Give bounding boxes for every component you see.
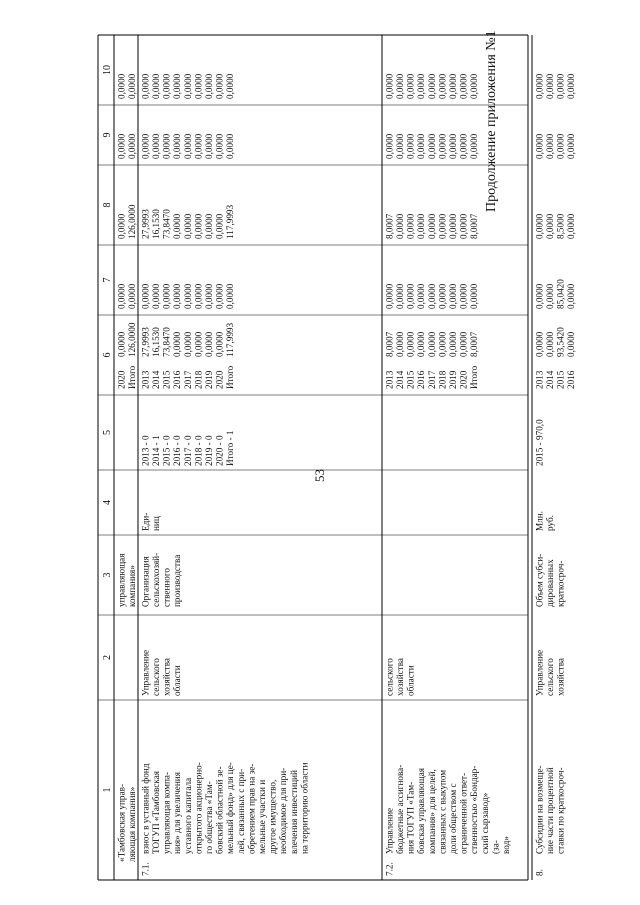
row-base-value: Итого - 1 <box>225 430 236 466</box>
row-indicator-line: краткосроч- <box>555 560 566 607</box>
row-col10-value: 0,0000 <box>405 73 416 99</box>
row-col10-value: 0,0000 <box>161 73 172 99</box>
row-year: 2017 <box>426 370 437 389</box>
row-col7-value: 0,0000 <box>214 283 225 309</box>
row-executor-line: хозяйства <box>395 658 406 696</box>
row-col9-value: 0,0000 <box>214 133 225 159</box>
top-col3-line: управляющая <box>116 553 127 607</box>
row-name-line: взнос в уставный фонд <box>140 763 151 854</box>
row-col10-value: 0,0000 <box>416 73 427 99</box>
row-col10-value: 0,0000 <box>534 73 545 99</box>
row-total-value: 8,0007 <box>384 331 395 357</box>
row-col8-value: 0,0000 <box>426 213 437 239</box>
row-base-value: 2020 - 0 <box>214 435 225 466</box>
row-base-value: 2018 - 0 <box>193 435 204 466</box>
row-col8-value: 0,0000 <box>214 213 225 239</box>
row-base-value: 2019 - 0 <box>204 435 215 466</box>
column-header-6: 6 <box>102 352 113 358</box>
row-total-value: 8,0007 <box>469 331 480 357</box>
row-col8-value: 27,9993 <box>140 209 151 239</box>
row-executor-line: Управление <box>140 649 151 696</box>
row-col9-value: 0,0000 <box>437 133 448 159</box>
row-year: 2014 <box>395 370 406 389</box>
row-total-value: 16,1530 <box>151 327 162 357</box>
row-year: 2014 <box>545 370 556 389</box>
row-col9-value: 0,0000 <box>416 133 427 159</box>
top-col9-value: 0,0000 <box>127 133 138 159</box>
row-col8-value: 0,0000 <box>204 213 215 239</box>
row-base-value: 2017 - 0 <box>182 435 193 466</box>
row-col7-value: 0,0000 <box>204 283 215 309</box>
row-executor-line: Управление <box>534 649 545 696</box>
row-col10-value: 0,0000 <box>193 73 204 99</box>
top-col7-value: 0,0000 <box>127 283 138 309</box>
row-year: 2013 <box>140 370 151 389</box>
row-year: 2018 <box>193 370 204 389</box>
row-year: 2020 <box>458 370 469 389</box>
row-total-value: 117,9993 <box>225 322 236 357</box>
row-col7-value: 0,0000 <box>545 283 556 309</box>
row-col9-value: 0,0000 <box>426 133 437 159</box>
row-base-value: 2015 - 0 <box>161 435 172 466</box>
row-number-7.2.: 7.2. <box>384 862 395 876</box>
row-col8-value: 8,0007 <box>469 213 480 239</box>
row-base-value: 2014 - 1 <box>151 435 162 466</box>
row-col8-value: 0,0000 <box>395 213 406 239</box>
row-col7-value: 0,0000 <box>426 283 437 309</box>
row-total-value: 0,0000 <box>182 331 193 357</box>
row-name-line: ния ТОГУП «Там- <box>405 781 416 854</box>
continuation-title: Продолжение приложения №1 <box>484 30 499 212</box>
top-col6-value: 126,0000 <box>127 322 138 357</box>
row-base-value: 2016 - 0 <box>172 435 183 466</box>
row-col10-value: 0,0000 <box>555 73 566 99</box>
row-base-value: 2013 - 0 <box>140 435 151 466</box>
row-col8-value: 0,0000 <box>172 213 183 239</box>
row-executor-line: области <box>405 665 416 696</box>
row-col9-value: 0,0000 <box>545 133 556 159</box>
row-year: 2017 <box>182 370 193 389</box>
row-col8-value: 0,0000 <box>566 213 577 239</box>
row-col9-value: 0,0000 <box>204 133 215 159</box>
row-col8-value: 0,0000 <box>458 213 469 239</box>
row-name-line: управляющая компа- <box>161 771 172 854</box>
row-name-line: мельный фонд» для це- <box>225 762 236 854</box>
row-year: 2015 <box>555 370 566 389</box>
row-col7-value: 0,0000 <box>458 283 469 309</box>
row-col10-value: 0,0000 <box>151 73 162 99</box>
row-total-value: 0,0000 <box>458 331 469 357</box>
row-name-line: мельные участки и <box>257 779 268 854</box>
row-name-line: ский сырзавод» <box>479 792 490 854</box>
row-col10-value: 0,0000 <box>172 73 183 99</box>
row-name-line: ственностью «Бондар- <box>469 765 480 854</box>
row-col8-value: 0,0000 <box>405 213 416 239</box>
row-name-line: другое имущество, <box>267 779 278 854</box>
row-col7-value: 0,0000 <box>151 283 162 309</box>
column-header-4: 4 <box>102 500 113 505</box>
column-header-8: 8 <box>102 202 113 208</box>
row-total-value: 0,0000 <box>416 331 427 357</box>
row-name-line: (за- <box>490 840 501 854</box>
column-header-7: 7 <box>102 277 113 283</box>
column-header-2: 2 <box>102 655 113 660</box>
row-name-line: го общества «Там- <box>204 781 215 854</box>
row-indicator-line: производства <box>172 554 183 607</box>
row-executor-line: области <box>172 665 183 696</box>
row-col10-value: 0,0000 <box>225 73 236 99</box>
page-number: 53 <box>312 469 327 482</box>
row-year: 2014 <box>151 370 162 389</box>
row-year: 2015 <box>405 370 416 389</box>
row-col9-value: 0,0000 <box>458 133 469 159</box>
top-col9-value: 0,0000 <box>116 133 127 159</box>
row-name-line: ния» для увеличения <box>172 772 183 854</box>
row-name-line: компания» для целей, <box>426 769 437 854</box>
row-col10-value: 0,0000 <box>395 73 406 99</box>
row-name-line: обретением прав на зе- <box>246 763 257 854</box>
row-col9-value: 0,0000 <box>469 133 480 159</box>
column-header-9: 9 <box>102 132 113 138</box>
row-year: 2019 <box>448 370 459 389</box>
row-col10-value: 0,0000 <box>182 73 193 99</box>
row-col10-value: 0,0000 <box>437 73 448 99</box>
row-year: 2015 <box>161 370 172 389</box>
row-col9-value: 0,0000 <box>161 133 172 159</box>
row-total-value: 0,0000 <box>405 331 416 357</box>
row-indicator-line: Организация <box>140 556 151 607</box>
top-col7-value: 0,0000 <box>116 283 127 309</box>
row-name-line: доли обществом с <box>448 783 459 854</box>
row-name-line: необходимое для при- <box>278 767 289 854</box>
row-col10-value: 0,0000 <box>140 73 151 99</box>
row-total-value: 0,0000 <box>204 331 215 357</box>
row-name-line: лей, связанных с при- <box>235 768 246 854</box>
row-col8-value: 0,0000 <box>545 213 556 239</box>
row-col10-value: 0,0000 <box>214 73 225 99</box>
row-total-value: 0,0000 <box>545 331 556 357</box>
row-col7-value: 0,0000 <box>172 283 183 309</box>
row-total-value: 0,0000 <box>566 331 577 357</box>
row-year: 2016 <box>416 370 427 389</box>
top-col3-line: компания» <box>127 565 138 607</box>
top-col6-year: 2020 <box>116 370 127 389</box>
row-col10-value: 0,0000 <box>426 73 437 99</box>
row-indicator-line: сельскохозяй- <box>151 552 162 607</box>
row-col10-value: 0,0000 <box>204 73 215 99</box>
row-name-line: открытого акционерно- <box>193 762 204 854</box>
row-name-line: вод» <box>501 836 512 854</box>
row-name-line: ограниченной ответ- <box>458 772 469 854</box>
row-col9-value: 0,0000 <box>225 133 236 159</box>
row-col9-value: 0,0000 <box>384 133 395 159</box>
row-col8-value: 0,0000 <box>437 213 448 239</box>
top-col8-value: 126,0000 <box>127 204 138 239</box>
row-unit-line: Еди- <box>140 512 151 531</box>
row-col9-value: 0,0000 <box>555 133 566 159</box>
top-col10-value: 0,0000 <box>127 73 138 99</box>
row-year: 2013 <box>534 370 545 389</box>
row-col9-value: 0,0000 <box>182 133 193 159</box>
row-col8-value: 8,5000 <box>555 213 566 239</box>
row-number-8.: 8. <box>534 869 545 876</box>
row-col10-value: 0,0000 <box>448 73 459 99</box>
row-year: 2016 <box>172 370 183 389</box>
row-col9-value: 0,0000 <box>395 133 406 159</box>
row-col7-value: 0,0000 <box>469 283 480 309</box>
row-col7-value: 0,0000 <box>566 283 577 309</box>
row-name-line: на территорию области <box>299 762 310 854</box>
row-col9-value: 0,0000 <box>448 133 459 159</box>
top-col8-value: 0,0000 <box>116 213 127 239</box>
row-col7-value: 0,0000 <box>416 283 427 309</box>
row-col10-value: 0,0000 <box>384 73 395 99</box>
row-col8-value: 0,0000 <box>416 213 427 239</box>
row-col9-value: 0,0000 <box>151 133 162 159</box>
row-total-value: 0,0000 <box>172 331 183 357</box>
row-base-value: 2015 - 970,0 <box>534 419 545 466</box>
row-col7-value: 0,0000 <box>384 283 395 309</box>
row-total-value: 27,9993 <box>140 327 151 357</box>
row-indicator-line: ственного <box>161 567 172 607</box>
row-indicator-line: дированных <box>545 559 556 607</box>
row-executor-line: сельского <box>151 658 162 696</box>
row-unit-line: Млн. <box>534 511 545 531</box>
row-total-value: 0,0000 <box>214 331 225 357</box>
row-col8-value: 0,0000 <box>534 213 545 239</box>
top-col1-line: ляющая компания» <box>127 786 138 862</box>
row-year: 2019 <box>204 370 215 389</box>
row-col8-value: 0,0000 <box>193 213 204 239</box>
row-unit-line: руб. <box>545 515 556 531</box>
row-year: 2013 <box>384 370 395 389</box>
row-unit-line: ниц <box>151 516 162 531</box>
row-total-value: 0,0000 <box>193 331 204 357</box>
row-col7-value: 0,0000 <box>161 283 172 309</box>
top-col6-year: Итого <box>127 365 138 389</box>
row-name-line: ТОГУП «Тамбовская <box>151 770 162 854</box>
row-name-line: бовская управляющая <box>416 767 427 854</box>
row-executor-line: хозяйства <box>161 658 172 696</box>
row-name-line: уставного капитала <box>182 777 193 854</box>
table-group <box>98 35 576 880</box>
row-name-line: влечения инвестиций <box>288 770 299 854</box>
row-col10-value: 0,0000 <box>469 73 480 99</box>
row-year: Итого <box>225 365 236 389</box>
row-name-line: бовский областной зе- <box>214 766 225 854</box>
row-col7-value: 0,0000 <box>193 283 204 309</box>
row-year: 2016 <box>566 370 577 389</box>
top-col10-value: 0,0000 <box>116 73 127 99</box>
row-col9-value: 0,0000 <box>172 133 183 159</box>
row-name-line: связанных с выкупом <box>437 769 448 854</box>
row-col8-value: 117,9993 <box>225 204 236 239</box>
row-name-line: бюджетные ассигнова- <box>395 764 406 854</box>
row-name-line: Управление <box>384 807 395 854</box>
row-year: 2018 <box>437 370 448 389</box>
row-col10-value: 0,0000 <box>458 73 469 99</box>
row-col9-value: 0,0000 <box>140 133 151 159</box>
row-name-line: Субсидии на возмеще- <box>534 765 545 854</box>
row-col8-value: 16,1530 <box>151 209 162 239</box>
row-col9-value: 0,0000 <box>405 133 416 159</box>
row-name-line: ние части процентной <box>545 767 556 854</box>
row-col7-value: 0,0000 <box>437 283 448 309</box>
row-col7-value: 0,0000 <box>395 283 406 309</box>
row-col7-value: 0,0000 <box>225 283 236 309</box>
row-indicator-line: Объем субси- <box>534 553 545 607</box>
row-col7-value: 0,0000 <box>140 283 151 309</box>
row-year: Итого <box>469 365 480 389</box>
row-col8-value: 0,0000 <box>182 213 193 239</box>
row-total-value: 0,0000 <box>395 331 406 357</box>
row-executor-line: сельского <box>384 658 395 696</box>
row-col7-value: 0,0000 <box>182 283 193 309</box>
column-header-5: 5 <box>102 430 113 435</box>
row-executor-line: хозяйства <box>555 658 566 696</box>
row-total-value: 73,8470 <box>161 327 172 357</box>
row-col7-value: 0,0000 <box>405 283 416 309</box>
row-col8-value: 0,0000 <box>448 213 459 239</box>
row-col10-value: 0,0000 <box>545 73 556 99</box>
row-number-7.1.: 7.1. <box>140 862 151 876</box>
column-header-10: 10 <box>102 65 113 75</box>
row-col9-value: 0,0000 <box>534 133 545 159</box>
row-col7-value: 0,0000 <box>448 283 459 309</box>
row-total-value: 0,0000 <box>426 331 437 357</box>
row-total-value: 0,0000 <box>534 331 545 357</box>
row-col7-value: 85,0420 <box>555 279 566 309</box>
row-col8-value: 8,0007 <box>384 213 395 239</box>
column-header-1: 1 <box>102 787 113 793</box>
row-year: 2020 <box>214 370 225 389</box>
row-total-value: 0,0000 <box>448 331 459 357</box>
row-executor-line: сельского <box>545 658 556 696</box>
row-col9-value: 0,0000 <box>566 133 577 159</box>
row-col9-value: 0,0000 <box>193 133 204 159</box>
row-col10-value: 0,0000 <box>566 73 577 99</box>
top-col1-line: «Тамбовская управ- <box>116 783 127 862</box>
column-header-3: 3 <box>102 572 113 578</box>
top-col6-value: 0,0000 <box>116 331 127 357</box>
row-col8-value: 73,8470 <box>161 209 172 239</box>
row-total-value: 0,0000 <box>437 331 448 357</box>
row-col7-value: 0,0000 <box>534 283 545 309</box>
row-name-line: ставки по краткосроч- <box>555 767 566 854</box>
row-total-value: 93,5420 <box>555 327 566 357</box>
